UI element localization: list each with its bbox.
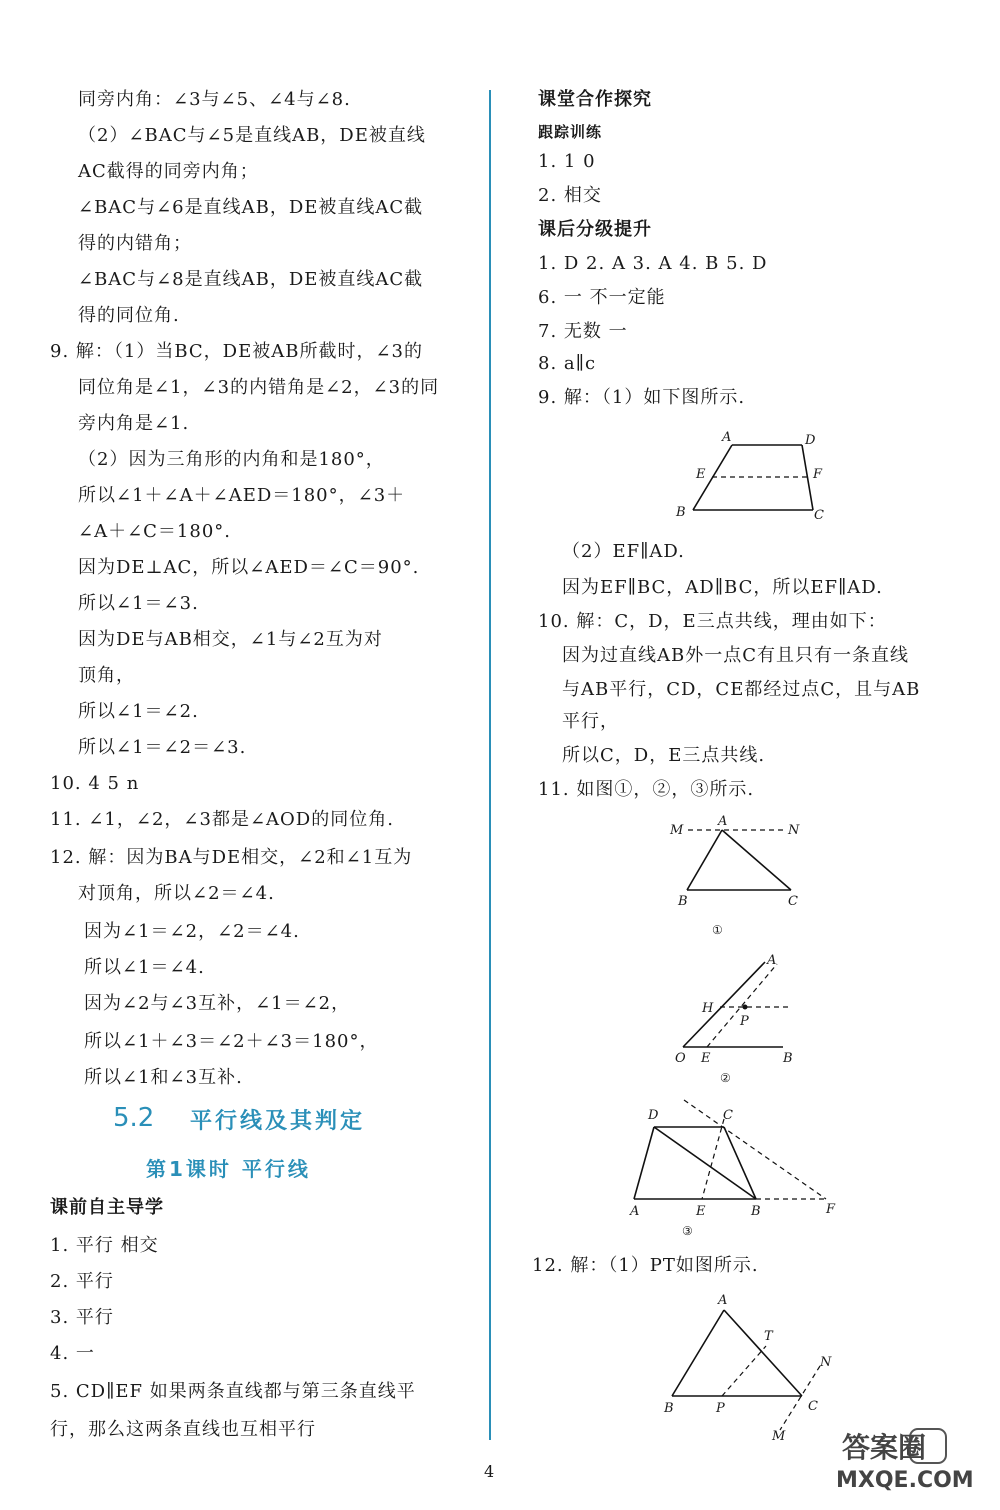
right-line: 因为过直线AB外一点C有且只有一条直线 — [562, 645, 909, 666]
column-divider — [489, 90, 491, 1440]
right-line: 因为EF∥BC，AD∥BC，所以EF∥AD. — [562, 577, 883, 598]
fig9-label-d: D — [805, 433, 816, 448]
left-line: 同位角是∠1，∠3的内错角是∠2，∠3的同 — [78, 377, 440, 398]
right-line: 课堂合作探究 — [538, 89, 652, 110]
left-line: （2）∠BAC与∠5是直线AB，DE被直线 — [78, 125, 426, 146]
right-line: （2）EF∥AD. — [562, 541, 685, 562]
left-line: 12. 解：因为BA与DE相交，∠2和∠1互为 — [50, 847, 413, 868]
left-line: 因为∠1＝∠2，∠2＝∠4. — [84, 921, 300, 942]
fig11-1-label-a: A — [718, 814, 728, 829]
fig11-3-label-f: F — [826, 1202, 836, 1217]
fig9-label-c: C — [814, 508, 824, 523]
fig9-label-e: E — [696, 467, 706, 482]
figure-11-2 — [665, 950, 815, 1090]
right-line: 12. 解：（1）PT如图所示. — [532, 1255, 759, 1276]
left-line: 得的同位角. — [78, 305, 180, 326]
right-line: 2. 相交 — [538, 185, 602, 206]
fig11-3-label-b: B — [751, 1204, 761, 1219]
section-title: 平行线及其判定 — [190, 1109, 366, 1134]
left-line: ∠BAC与∠6是直线AB，DE被直线AC截 — [78, 197, 424, 218]
right-line: 6. 一 不一定能 — [538, 287, 666, 308]
left-line: 5. CD∥EF 如果两条直线都与第三条直线平 — [50, 1381, 416, 1402]
fig11-2-label-h: H — [702, 1001, 714, 1016]
fig12-label-b: B — [664, 1401, 674, 1416]
right-line: 与AB平行，CD，CE都经过点C，且与AB — [562, 679, 921, 700]
right-line: 8. a∥c — [538, 353, 597, 374]
fig11-2-label-e: E — [701, 1051, 711, 1066]
right-line: 所以C，D，E三点共线. — [562, 745, 766, 766]
left-line: 3. 平行 — [50, 1307, 114, 1328]
figure-12 — [660, 1290, 840, 1450]
figure-9 — [660, 425, 840, 525]
left-line: 所以∠1＋∠3＝∠2＋∠3＝180°， — [84, 1031, 379, 1052]
page-number: 4 — [484, 1462, 495, 1481]
left-line: 课前自主导学 — [50, 1197, 164, 1218]
fig11-3-label-e: E — [696, 1204, 706, 1219]
right-line: 跟踪训练 — [538, 123, 603, 141]
left-line: ∠A＋∠C＝180°. — [78, 521, 232, 542]
right-line: 1. 1 0 — [538, 151, 596, 172]
left-line: 旁内角是∠1. — [78, 413, 190, 434]
watermark-top: 答案圈 — [842, 1431, 927, 1464]
fig12-label-c: C — [808, 1399, 818, 1414]
left-line: 4. 一 — [50, 1343, 95, 1364]
fig12-label-m: M — [772, 1429, 786, 1444]
figure-11-1 — [660, 810, 810, 940]
left-line: 10. 4 5 n — [50, 773, 140, 794]
figure-11-3 — [622, 1095, 842, 1245]
left-line: 2. 平行 — [50, 1271, 114, 1292]
left-line: 同旁内角：∠3与∠5、∠4与∠8. — [78, 89, 351, 110]
fig11-1-label-m: M — [670, 823, 684, 838]
right-line: 10. 解：C，D，E三点共线，理由如下： — [538, 611, 887, 632]
fig12-label-n: N — [820, 1355, 832, 1370]
fig11-1-label-c: C — [788, 894, 798, 909]
left-line: 9. 解：（1）当BC，DE被AB所截时，∠3的 — [50, 341, 424, 362]
left-line: 得的内错角； — [78, 233, 192, 254]
right-line: 9. 解：（1）如下图所示. — [538, 387, 746, 408]
right-line: 7. 无数 一 — [538, 321, 628, 342]
left-line: ∠BAC与∠8是直线AB，DE被直线AC截 — [78, 269, 424, 290]
left-line: 因为DE与AB相交，∠1与∠2互为对 — [78, 629, 383, 650]
fig11-3-label-c: C — [723, 1108, 733, 1123]
left-line: 所以∠1＝∠2. — [78, 701, 199, 722]
fig11-1-caption: ① — [712, 923, 723, 937]
fig11-2-label-p: P — [740, 1014, 749, 1029]
fig11-2-label-o: O — [675, 1051, 686, 1066]
fig11-3-caption: ③ — [682, 1224, 693, 1238]
right-line: 课后分级提升 — [538, 219, 652, 240]
left-line: 1. 平行 相交 — [50, 1235, 159, 1256]
fig12-label-a: A — [718, 1293, 728, 1308]
left-line: （2）因为三角形的内角和是180°， — [78, 449, 385, 470]
right-line: 1. D 2. A 3. A 4. B 5. D — [538, 253, 768, 274]
left-line: 因为DE⊥AC，所以∠AED＝∠C＝90°. — [78, 557, 420, 578]
watermark-logo — [832, 1425, 982, 1495]
left-line: 所以∠1＝∠2＝∠3. — [78, 737, 247, 758]
fig11-2-caption: ② — [720, 1071, 731, 1085]
fig11-1-label-b: B — [678, 894, 688, 909]
fig11-3-label-a: A — [630, 1204, 640, 1219]
fig11-1-label-n: N — [788, 823, 800, 838]
lesson-title: 第1课时 平行线 — [146, 1157, 311, 1181]
right-line: 平行， — [562, 711, 619, 732]
fig9-label-f: F — [813, 467, 823, 482]
fig12-label-p: P — [716, 1401, 725, 1416]
fig11-3-label-d: D — [648, 1108, 659, 1123]
left-line: 所以∠1＋∠A＋∠AED＝180°，∠3＋ — [78, 485, 406, 506]
fig11-2-label-a: A — [767, 953, 777, 968]
left-line: 所以∠1＝∠4. — [84, 957, 205, 978]
section-number: 5.2 — [113, 1103, 155, 1133]
left-line: 所以∠1＝∠3. — [78, 593, 199, 614]
left-line: AC截得的同旁内角； — [78, 161, 259, 182]
left-line: 顶角， — [78, 665, 135, 686]
left-line: 11. ∠1，∠2，∠3都是∠AOD的同位角. — [50, 809, 394, 830]
left-line: 因为∠2与∠3互补，∠1＝∠2， — [84, 993, 351, 1014]
left-line: 所以∠1和∠3互补. — [84, 1067, 243, 1088]
left-line: 行，那么这两条直线也互相平行 — [50, 1419, 316, 1440]
right-line: 11. 如图①，②，③所示. — [538, 779, 755, 800]
fig9-label-a: A — [722, 430, 732, 445]
fig9-label-b: B — [676, 505, 686, 520]
fig12-label-t: T — [764, 1329, 773, 1344]
fig11-2-label-b: B — [783, 1051, 793, 1066]
watermark-bottom: MXQE.COM — [836, 1468, 974, 1493]
left-line: 对顶角，所以∠2＝∠4. — [78, 883, 275, 904]
